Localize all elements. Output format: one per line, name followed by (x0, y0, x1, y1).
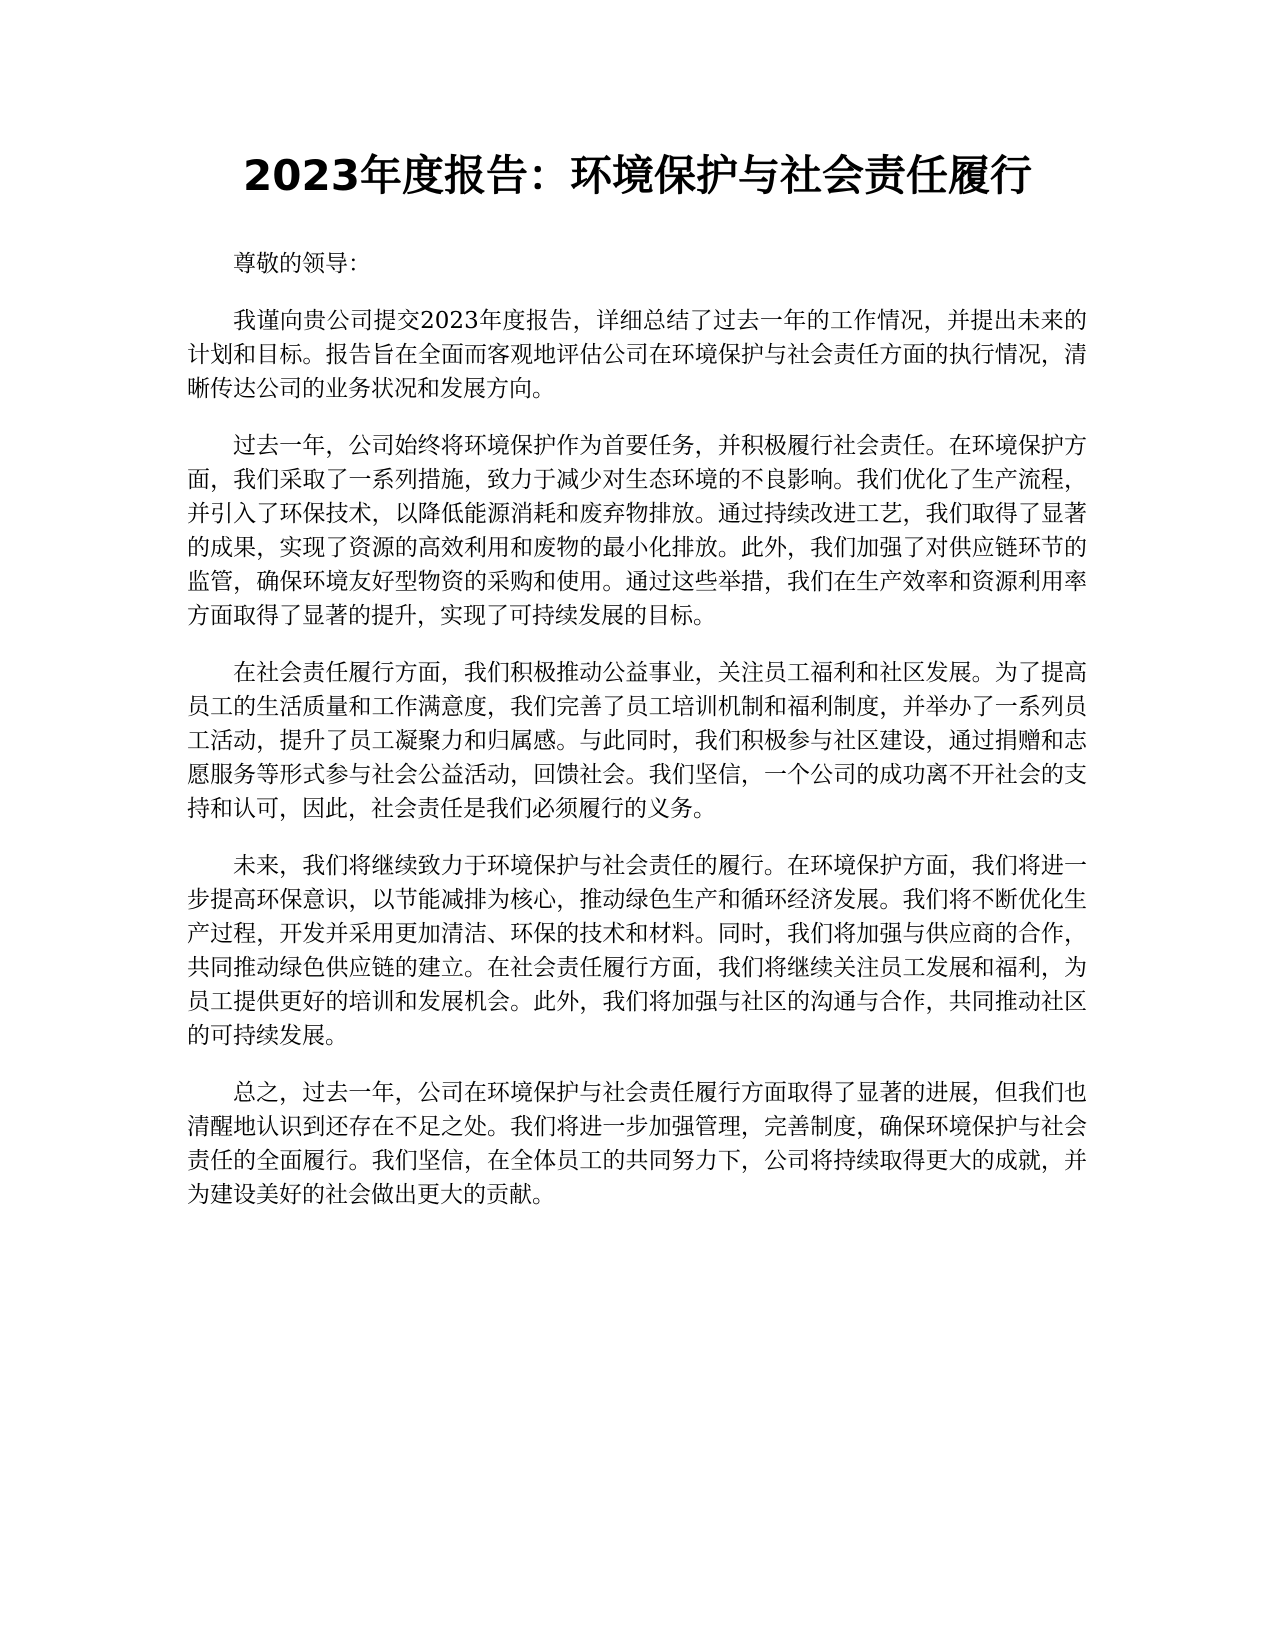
paragraph-intro: 我谨向贵公司提交2023年度报告，详细总结了过去一年的工作情况，并提出未来的计划和目标。报告旨在全面而客观地评估公司在环境保护与社会责任方面的执行情况，清晰传达公司的业务状况和发展方向。 (187, 308, 1087, 402)
document-body (187, 247, 1087, 1235)
paragraph-future-plans: 未来，我们将继续致力于环境保护与社会责任的履行。在环境保护方面，我们将进一步提高环保意识，以节能减排为核心，推动绿色生产和循环经济发展。我们将不断优化生产过程，开发并采用更加清洁、环保的技术和材料。同时，我们将加强与供应商的合作，共同推动绿色供应链的建立。在社会责任履行方面，我们将继续关注员工发展和福利，为员工提供更好的培训和发展机会。此外，我们将加强与社区的沟通与合作，共同推动社区的可持续发展。 (187, 853, 1087, 1049)
document-title: 2023年度报告：环境保护与社会责任履行 (243, 151, 1032, 200)
paragraph-environment: 过去一年，公司始终将环境保护作为首要任务，并积极履行社会责任。在环境保护方面，我们采取了一系列措施，致力于减少对生态环境的不良影响。我们优化了生产流程，并引入了环保技术，以降低能源消耗和废弃物排放。通过持续改进工艺，我们取得了显著的成果，实现了资源的高效利用和废物的最小化排放。此外，我们加强了对供应链环节的监管，确保环境友好型物资的采购和使用。通过这些举措，我们在生产效率和资源利用率方面取得了显著的提升，实现了可持续发展的目标。 (187, 433, 1087, 629)
salutation: 尊敬的领导： (233, 251, 371, 277)
paragraph-conclusion: 总之，过去一年，公司在环境保护与社会责任履行方面取得了显著的进展，但我们也清醒地认识到还存在不足之处。我们将进一步加强管理，完善制度，确保环境保护与社会责任的全面履行。我们坚信，在全体员工的共同努力下，公司将持续取得更大的成就，并为建设美好的社会做出更大的贡献。 (187, 1080, 1087, 1208)
paragraph-social-responsibility: 在社会责任履行方面，我们积极推动公益事业，关注员工福利和社区发展。为了提高员工的生活质量和工作满意度，我们完善了员工培训机制和福利制度，并举办了一系列员工活动，提升了员工凝聚力和归属感。与此同时，我们积极参与社区建设，通过捐赠和志愿服务等形式参与社会公益活动，回馈社会。我们坚信，一个公司的成功离不开社会的支持和认可，因此，社会责任是我们必须履行的义务。 (187, 660, 1087, 822)
